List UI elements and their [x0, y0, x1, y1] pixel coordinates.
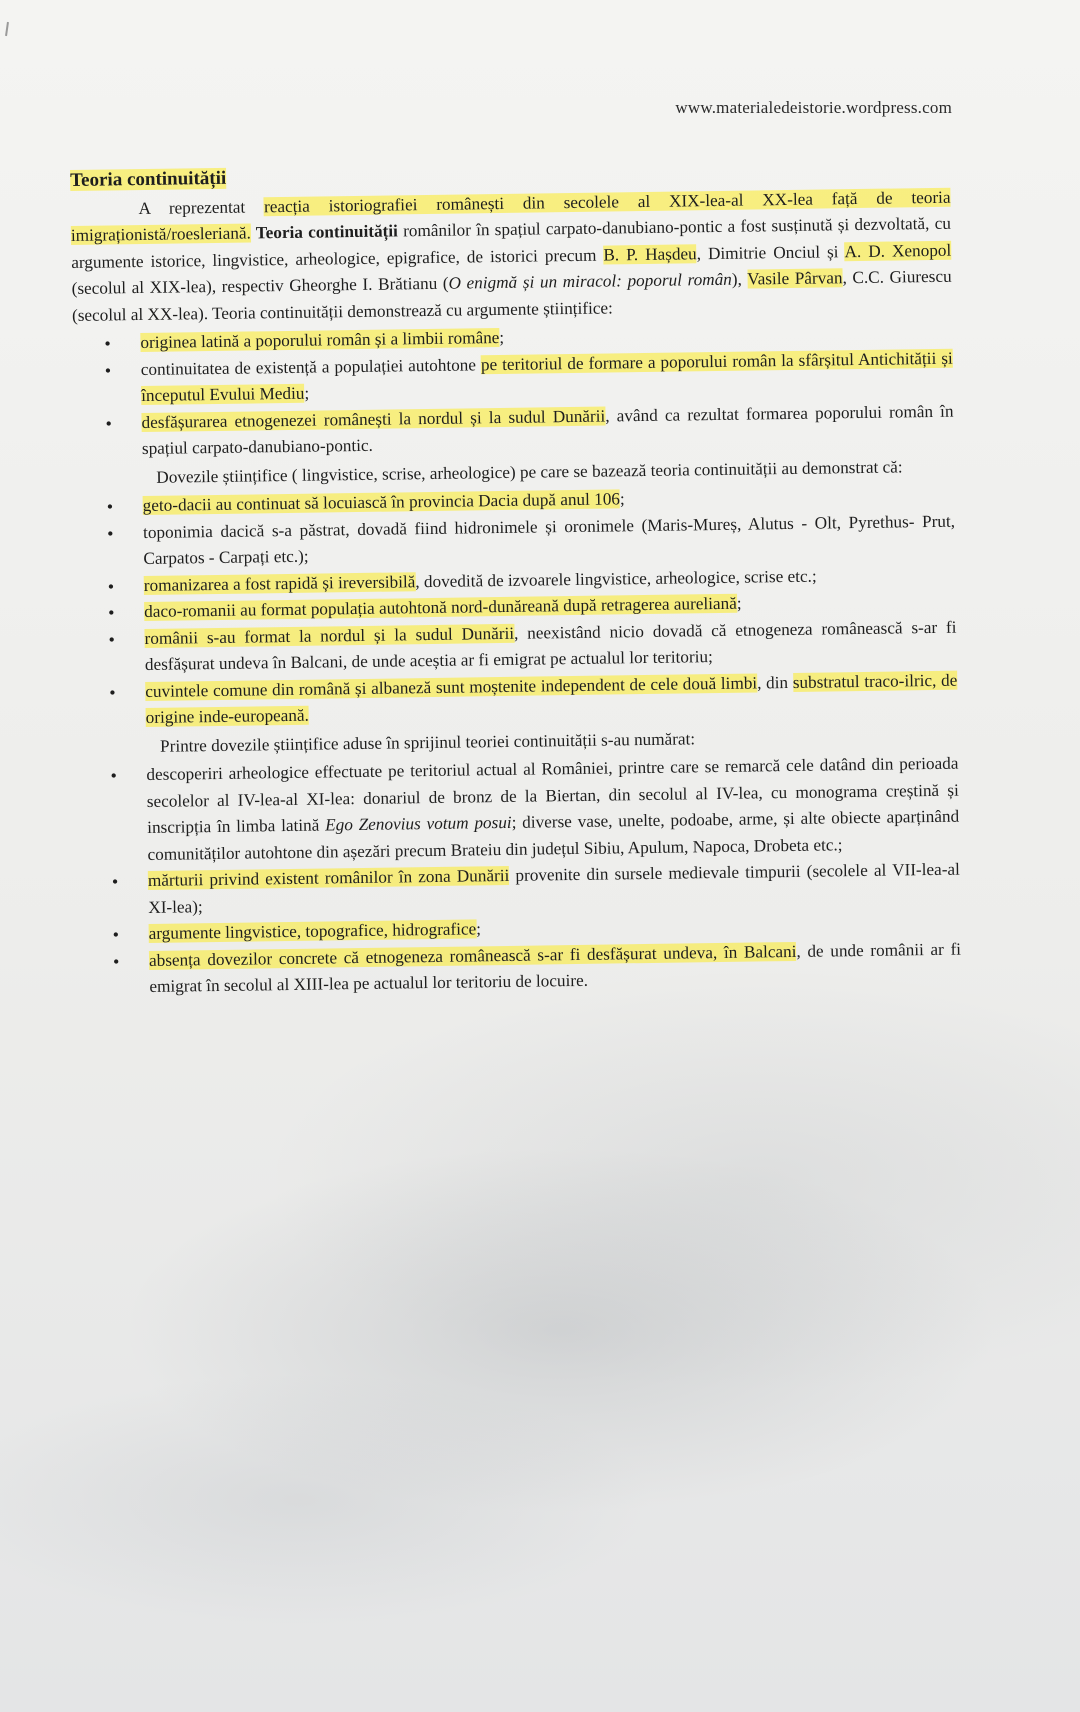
proofs-paragraph: Printre dovezile științifice aduse în sprijinul teoriei continuității s-au numărat: [159, 728, 696, 756]
list-item: • românii s-au format la nordul și la sudul Dunării, neexistând nicio dovadă că etnogeneza românească s-ar fi desfășurat undeva în Balcani, de unde aceștia ar fi emigrat pe actualul lor teritoriu; [76, 614, 957, 679]
document-body [70, 156, 962, 1004]
list-item: • absența dovezilor concrete că etnogeneza românească s-ar fi desfășurat undeva, în Balcani, de unde românii ar fi emigrat în secolul al XIII-lea pe actualul lor teritoriu de locuire. [81, 936, 962, 1001]
highlight: B. P. Hașdeu [603, 243, 697, 265]
pen-mark [5, 22, 9, 36]
highlight: reacția istoriografiei românești din secolele al XIX-lea-al XX-lea față de teoria imigraționistă/roesleriană. [70, 187, 951, 245]
list-item: • geto-dacii au continuat să locuiască în provincia Dacia după anul 106; [75, 482, 955, 521]
evidence-list [75, 482, 958, 733]
highlight: A. D. Xenopol [844, 240, 952, 261]
highlight: Vasile Pârvan [747, 268, 843, 289]
list-item: • cuvintele comune din română și albaneză sunt moștenite independent de cele două limbi, din substratul traco-ilric, de origine inde-europeană. [77, 667, 958, 732]
proofs-list [78, 751, 961, 1002]
list-item: • descoperiri arheologice effectuate pe teritoriul actual al României, printre care se remarcă cele datând din perioada secolelor al IV-lea-al XI-lea: donariul de bronz de la Biertan, din secolul al IV-lea, cu monograma creștină și inscripția în limba latină Ego Zenovius votum posui; diverse vase, unelte, podoabe, arme, și alte obiecte aparținând comunităților autohtone din așezări precum Brateiu din județul Sibiu, Apulum, Napoca, Drobeta etc.; [78, 751, 959, 869]
list-item: • originea latină a poporului român și a limbii române; [72, 319, 952, 358]
list-item: • desfășurarea etnogenezei românești la nordul și la sudul Dunării, având ca rezultat formarea poporului român în spațiul carpato-danubiano-pontic. [73, 398, 954, 463]
list-item: • mărturii privind existent românilor în zona Dunării provenite din sursele medievale timpurii (secolele al VII-lea-al XI-lea); [80, 857, 961, 922]
header-url: www.materialedeistorie.wordpress.com [675, 98, 952, 117]
intro-paragraph: A reprezentat reacția istoriografiei românești din secolele al XIX-lea-al XX-lea față de teoria imigraționistă/roesleriană. Teoria continuității românilor în spațiul carpato-danubiano-pontic a fost susținută și dezvoltată, cu argumente istorice, lingvistice, arheologice, epigrafice, de istorici precum B. P. Hașdeu, Dimitrie Onciul și A. D. Xenopol (secolul al XIX-lea), respectiv Gheorghe I. Brătianu (O enigmă și un miracol: poporul român), Vasile Pârvan, C.C. Giurescu (secolul al XX-lea). Teoria continuității demonstrează cu argumente științifice: [70, 187, 952, 325]
list-item: • argumente lingvistice, topografice, hidrografice; [81, 910, 961, 949]
list-item: • romanizarea a fost rapidă și ireversibilă, dovedită de izvoarele lingvistice, arheologice, scrise etc.; [76, 561, 956, 600]
page-title: Teoria continuității [70, 167, 227, 191]
list-item: • toponimia dacică s-a păstrat, dovadă fiind hidronimele și oronimele (Maris-Mureș, Alutus - Olt, Pyrethus- Prut, Carpatos - Carpați etc.); [75, 508, 956, 573]
arguments-list [72, 319, 954, 464]
evidence-paragraph: Dovezile științifice ( lingvistice, scrise, arheologice) pe care se bazează teoria continuității au demonstrat că: [156, 456, 903, 487]
list-item: • continuitatea de existență a populației autohtone pe teritoriul de formare a poporului român la sfârșitul Antichității și începutul Evului Mediu; [73, 345, 954, 410]
list-item: • daco-romanii au format populația autohtonă nord-dunăreană după retragerea aureliană; [76, 588, 956, 627]
